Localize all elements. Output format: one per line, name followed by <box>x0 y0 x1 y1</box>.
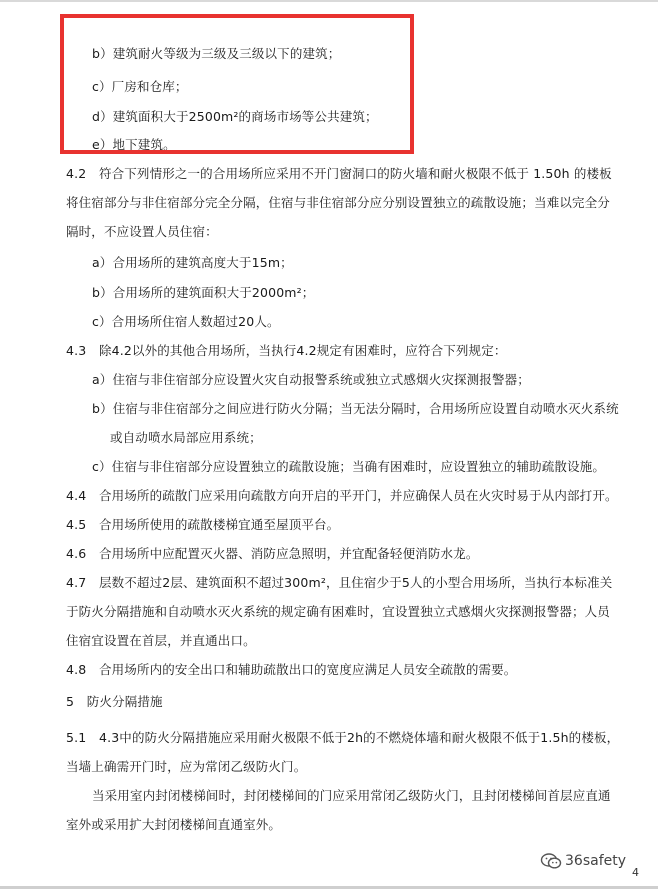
list-item-b: b）建筑耐火等级为三级及三级以下的建筑； <box>92 46 341 61</box>
clause-4-2-item-c: c）合用场所住宿人数超过20人。 <box>92 314 280 329</box>
list-item-e: e）地下建筑。 <box>92 137 176 152</box>
wechat-icon <box>540 852 562 870</box>
clause-4-7-line1: 4.7 层数不超过2层、建筑面积不超过300m²，且住宿少于5人的小型合用场所，当执行本标准关 <box>66 575 613 590</box>
clause-4-8: 4.8 合用场所内的安全出口和辅助疏散出口的宽度应满足人员安全疏散的需要。 <box>66 662 517 677</box>
section-5-heading: 5 防火分隔措施 <box>66 694 163 709</box>
clause-5-1-line2: 当墙上确需开门时，应为常闭乙级防火门。 <box>66 759 307 774</box>
clause-4-3-item-c: c）住宿与非住宿部分应设置独立的疏散设施；当确有困难时，应设置独立的辅助疏散设施。 <box>92 459 606 474</box>
clause-4-3-item-a: a）住宿与非住宿部分应设置火灾自动报警系统或独立式感烟火灾探测报警器； <box>92 372 530 387</box>
clause-4-2-item-a: a）合用场所的建筑高度大于15m； <box>92 255 293 270</box>
clause-5-1-line1: 5.1 4.3中的防火分隔措施应采用耐火极限不低于2h的不燃烧体墙和耐火极限不低于1.5h的楼板， <box>66 730 620 745</box>
list-item-c: c）厂房和仓库； <box>92 79 188 94</box>
clause-5-1-line3: 当采用室内封闭楼梯间时，封闭楼梯间的门应采用常闭乙级防火门，且封闭楼梯间首层应直通 <box>92 788 611 803</box>
clause-4-3-item-b-line2: 或自动喷水局部应用系统； <box>110 430 262 445</box>
red-highlight-box <box>60 14 414 154</box>
clause-4-3-item-b-line1: b）住宿与非住宿部分之间应进行防火分隔；当无法分隔时，合用场所应设置自动喷水灭火系统 <box>92 401 619 416</box>
clause-5-1-line4: 室外或采用扩大封闭楼梯间直通室外。 <box>66 817 282 832</box>
top-edge <box>0 0 658 2</box>
clause-4-7-line2: 于防火分隔措施和自动喷水灭火系统的规定确有困难时，宜设置独立式感烟火灾探测报警器；人员 <box>66 604 610 619</box>
clause-4-5: 4.5 合用场所使用的疏散楼梯宜通至屋顶平台。 <box>66 517 340 532</box>
clause-4-2-item-b: b）合用场所的建筑面积大于2000m²； <box>92 285 315 300</box>
watermark <box>540 852 626 870</box>
clause-4-3-line1: 4.3 除4.2以外的其他合用场所，当执行4.2规定有困难时，应符合下列规定： <box>66 343 507 358</box>
clause-4-2-line3: 隔时，不应设置人员住宿： <box>66 224 218 239</box>
clause-4-4: 4.4 合用场所的疏散门应采用向疏散方向开启的平开门，并应确保人员在火灾时易于从内部打开。 <box>66 488 618 503</box>
clause-4-2-line2: 将住宿部分与非住宿部分完全分隔，住宿与非住宿部分应分别设置独立的疏散设施；当难以完全分 <box>66 195 610 210</box>
clause-4-7-line3: 住宿宜设置在首层，并直通出口。 <box>66 633 256 648</box>
clause-4-2-line1: 4.2 符合下列情形之一的合用场所应采用不开门窗洞口的防火墙和耐火极限不低于 1.50h 的楼板 <box>66 166 612 181</box>
watermark-text: 36safety <box>565 853 627 869</box>
page-number: 4 <box>632 866 639 879</box>
clause-4-6: 4.6 合用场所中应配置灭火器、消防应急照明，并宜配备轻便消防水龙。 <box>66 546 479 561</box>
list-item-d: d）建筑面积大于2500m²的商场市场等公共建筑； <box>92 109 378 124</box>
